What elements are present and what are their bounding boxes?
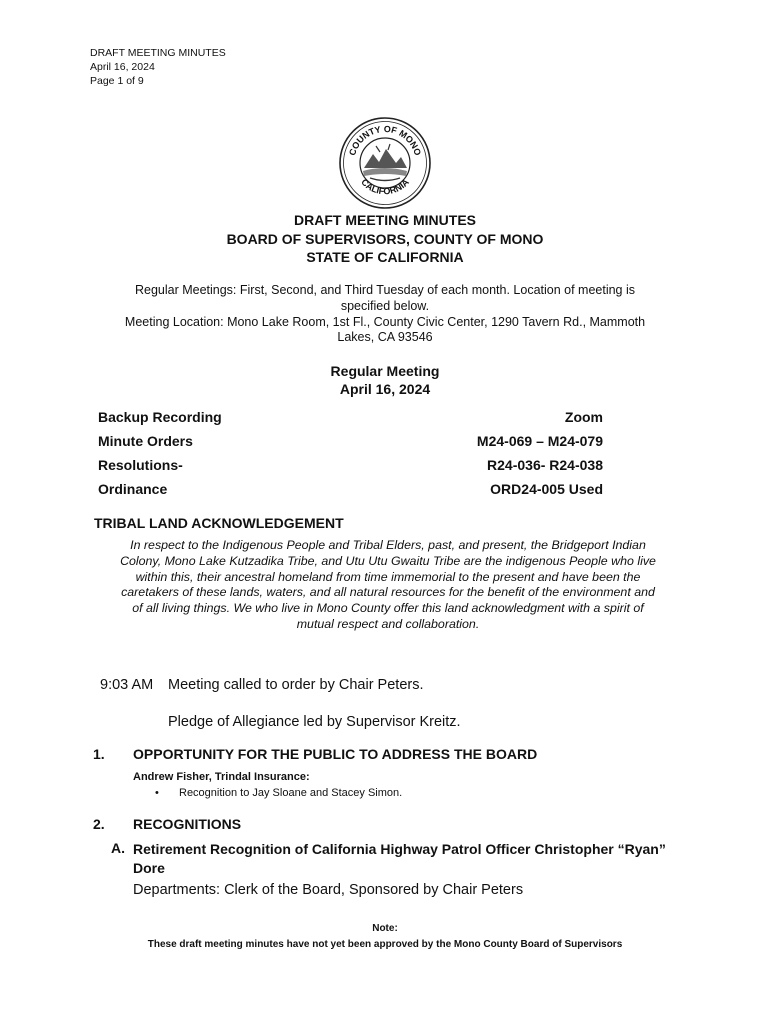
item-a-departments: Departments: Clerk of the Board, Sponsored by Chair Peters <box>133 882 524 898</box>
header-page-number: Page 1 of 9 <box>90 75 144 87</box>
note-text: These draft meeting minutes have not yet been approved by the Mono County Board of Supervisors <box>147 939 623 950</box>
public-speaker: Andrew Fisher, Trindal Insurance: <box>133 771 310 783</box>
page-header <box>90 46 226 88</box>
header-date: April 16, 2024 <box>90 61 155 73</box>
info-value: ORD24-005 Used <box>490 481 603 497</box>
land-acknowledgement-text <box>96 538 680 633</box>
schedule-line-2: specified below. <box>340 298 430 313</box>
ack-line-5: of all living things. We who live in Mono County offer this land acknowledgment with a spirit of <box>132 601 644 616</box>
ack-line-4: caretakers of these lands, waters, and all natural resources for the benefit of the environment and <box>121 585 655 600</box>
document-title <box>0 211 770 267</box>
seal-top-text: COUNTY OF MONO <box>347 123 423 157</box>
footer-note <box>0 921 770 953</box>
land-acknowledgement-heading: TRIBAL LAND ACKNOWLEDGEMENT <box>94 515 344 531</box>
section-1-number: 1. <box>93 746 105 762</box>
list-item-text: Recognition to Jay Sloane and Stacey Simon. <box>179 787 403 799</box>
meeting-info-table <box>98 407 603 503</box>
ack-line-1: In respect to the Indigenous People and Tribal Elders, past, and present, the Bridgeport Indian <box>130 538 646 552</box>
schedule-line-1: Regular Meetings: First, Second, and Third Tuesday of each month. Location of meeting is <box>134 283 636 297</box>
meeting-type: Regular Meeting <box>330 363 440 379</box>
call-to-order-time: 9:03 AM <box>100 677 154 693</box>
ack-line-6: mutual respect and collaboration. <box>296 616 480 631</box>
bullet-icon: • <box>155 787 159 799</box>
call-to-order-text: Meeting called to order by Chair Peters. <box>168 677 424 693</box>
pledge-of-allegiance: Pledge of Allegiance led by Supervisor Kreitz. <box>168 714 461 730</box>
item-a-letter: A. <box>111 840 125 856</box>
list-item <box>155 787 402 799</box>
meeting-heading <box>0 362 770 398</box>
schedule-line-4: Lakes, CA 93546 <box>337 330 433 345</box>
header-title: DRAFT MEETING MINUTES <box>90 47 226 59</box>
info-label: Minute Orders <box>98 433 193 449</box>
info-value: M24-069 – M24-079 <box>476 433 603 449</box>
info-row-backup-recording <box>98 407 603 431</box>
ack-line-3: within this, their ancestral homeland from time immemorial to the present and have been the <box>135 569 641 584</box>
section-2-title: RECOGNITIONS <box>133 816 242 832</box>
seal-bottom-text: CALIFORNIA <box>359 176 411 197</box>
info-row-resolutions <box>98 455 603 479</box>
info-row-ordinance <box>98 479 603 503</box>
info-label: Backup Recording <box>98 409 222 425</box>
title-line-3: STATE OF CALIFORNIA <box>306 249 464 265</box>
info-label: Ordinance <box>98 481 168 497</box>
meeting-date: April 16, 2024 <box>339 381 431 397</box>
section-2-number: 2. <box>93 816 105 832</box>
schedule-line-3: Meeting Location: Mono Lake Room, 1st Fl., County Civic Center, 1290 Tavern Rd., Mammoth <box>124 314 646 329</box>
info-row-minute-orders <box>98 431 603 455</box>
title-line-2: BOARD OF SUPERVISORS, COUNTY OF MONO <box>226 230 544 247</box>
item-a-title: Retirement Recognition of California Highway Patrol Officer Christopher “Ryan” Dore <box>133 841 666 876</box>
section-1-title: OPPORTUNITY FOR THE PUBLIC TO ADDRESS THE BOARD <box>133 746 538 762</box>
title-line-1: DRAFT MEETING MINUTES <box>294 212 476 228</box>
meeting-schedule <box>100 283 670 346</box>
info-label: Resolutions- <box>98 457 183 473</box>
info-value: R24-036- R24-038 <box>487 457 603 473</box>
ack-line-2: Colony, Mono Lake Kutzadika Tribe, and Utu Utu Gwaitu Tribe are the indigenous People who live <box>120 553 656 568</box>
note-label: Note: <box>372 923 398 934</box>
info-value: Zoom <box>564 409 603 425</box>
county-seal-logo <box>338 116 432 210</box>
